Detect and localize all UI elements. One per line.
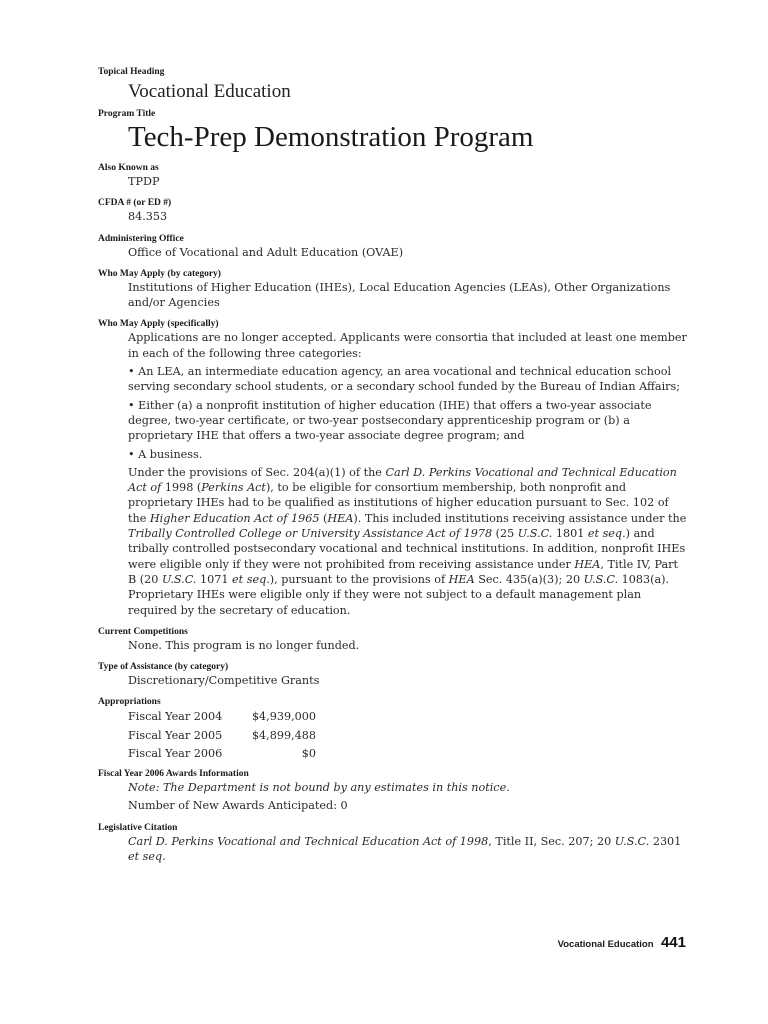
also-known-as-value: TPDP bbox=[128, 175, 160, 188]
appropriation-amount: $0 bbox=[301, 747, 316, 761]
table-row bbox=[128, 745, 316, 764]
eligibility-bullet-business: • A business. bbox=[128, 447, 203, 461]
page-number: 441 bbox=[660, 934, 686, 951]
fiscal-year: Fiscal Year 2005 bbox=[128, 728, 223, 742]
cfda-value: 84.353 bbox=[128, 210, 168, 224]
appropriation-amount: $4,939,000 bbox=[251, 710, 316, 724]
cfda-label: CFDA # (or ED #) bbox=[98, 198, 172, 209]
administering-office-value: Office of Vocational and Adult Education (OVAE) bbox=[128, 245, 404, 259]
fiscal-year: Fiscal Year 2006 bbox=[128, 747, 223, 761]
legislative-citation-value: Carl D. Perkins Vocational and Technical Education Act of 1998, Title II, Sec. 207; 20 U.S.C. 2301 et seq. bbox=[128, 834, 682, 863]
table-row bbox=[128, 727, 316, 746]
topical-heading-value: Vocational Education bbox=[128, 81, 291, 102]
awards-info-new-awards: Number of New Awards Anticipated: 0 bbox=[128, 799, 348, 813]
program-title-label: Program Title bbox=[98, 109, 156, 119]
eligibility-bullet-lea: • An LEA, an intermediate education agency, an area vocational and technical education school serving secondary school students, or a secondary school funded by the Bureau of Indian Affairs; bbox=[128, 365, 681, 394]
table-row bbox=[128, 708, 316, 727]
legislative-citation-label: Legislative Citation bbox=[98, 822, 178, 833]
eligibility-provisions: Under the provisions of Sec. 204(a)(1) of the Carl D. Perkins Vocational and Technical Education Act of 1998 (Perkins Act), to be eligible for consortium membership, both nonprofit and proprietary IHEs had to be qualified as institutions of higher education pursuant to Sec. 102 of the Higher Education Act of 1965 (HEA). This included institutions receiving assistance under the Tribally Controlled College or University Assistance Act of 1978 (25 U.S.C. 1801 et seq.) and tribally controlled postsecondary vocational and technical institutions. In addition, nonprofit IHEs were eligible only if they were not prohibited from receiving assistance under HEA, Title IV, Part B (20 U.S.C. 1071 et seq.), pursuant to the provisions of HEA Sec. 435(a)(3); 20 U.S.C. 1083(a). Proprietary IHEs were eligible only if they were not subject to a default management plan required by the secretary of education. bbox=[128, 465, 687, 617]
who-may-apply-specifically-label: Who May Apply (specifically) bbox=[98, 319, 219, 330]
eligibility-intro: Applications are no longer accepted. Applicants were consortia that included at least one member in each of the following three categories: bbox=[128, 331, 687, 360]
document-page bbox=[98, 66, 688, 864]
appropriations-label: Appropriations bbox=[98, 697, 161, 708]
appropriations-table bbox=[128, 708, 316, 764]
eligibility-bullet-ihe: • Either (a) a nonprofit institution of higher education (IHE) that offers a two-year associate degree, two-year certificate, or two-year postsecondary apprenticeship program or (b) a proprietary IHE that offers a two-year associate degree program; and bbox=[128, 398, 652, 443]
awards-info-note: Note: The Department is not bound by any estimates in this notice. bbox=[128, 780, 510, 794]
administering-office-label: Administering Office bbox=[98, 233, 184, 244]
appropriation-amount: $4,899,488 bbox=[251, 728, 316, 742]
also-known-as-label: Also Known as bbox=[98, 163, 159, 173]
current-competitions-value: None. This program is no longer funded. bbox=[128, 638, 360, 652]
topical-heading-label: Topical Heading bbox=[98, 67, 165, 77]
type-of-assistance-value: Discretionary/Competitive Grants bbox=[128, 674, 320, 688]
program-title-value: Tech-Prep Demonstration Program bbox=[128, 121, 534, 153]
who-may-apply-category-label: Who May Apply (by category) bbox=[98, 268, 221, 279]
who-may-apply-category-value: Institutions of Higher Education (IHEs), Local Education Agencies (LEAs), Other Organizations and/or Agencies bbox=[128, 280, 671, 310]
current-competitions-label: Current Competitions bbox=[98, 626, 188, 637]
page-footer bbox=[558, 934, 686, 952]
awards-info-label: Fiscal Year 2006 Awards Information bbox=[98, 768, 249, 779]
type-of-assistance-label: Type of Assistance (by category) bbox=[98, 662, 229, 673]
footer-section-title: Vocational Education bbox=[557, 939, 654, 950]
fiscal-year: Fiscal Year 2004 bbox=[128, 710, 223, 724]
